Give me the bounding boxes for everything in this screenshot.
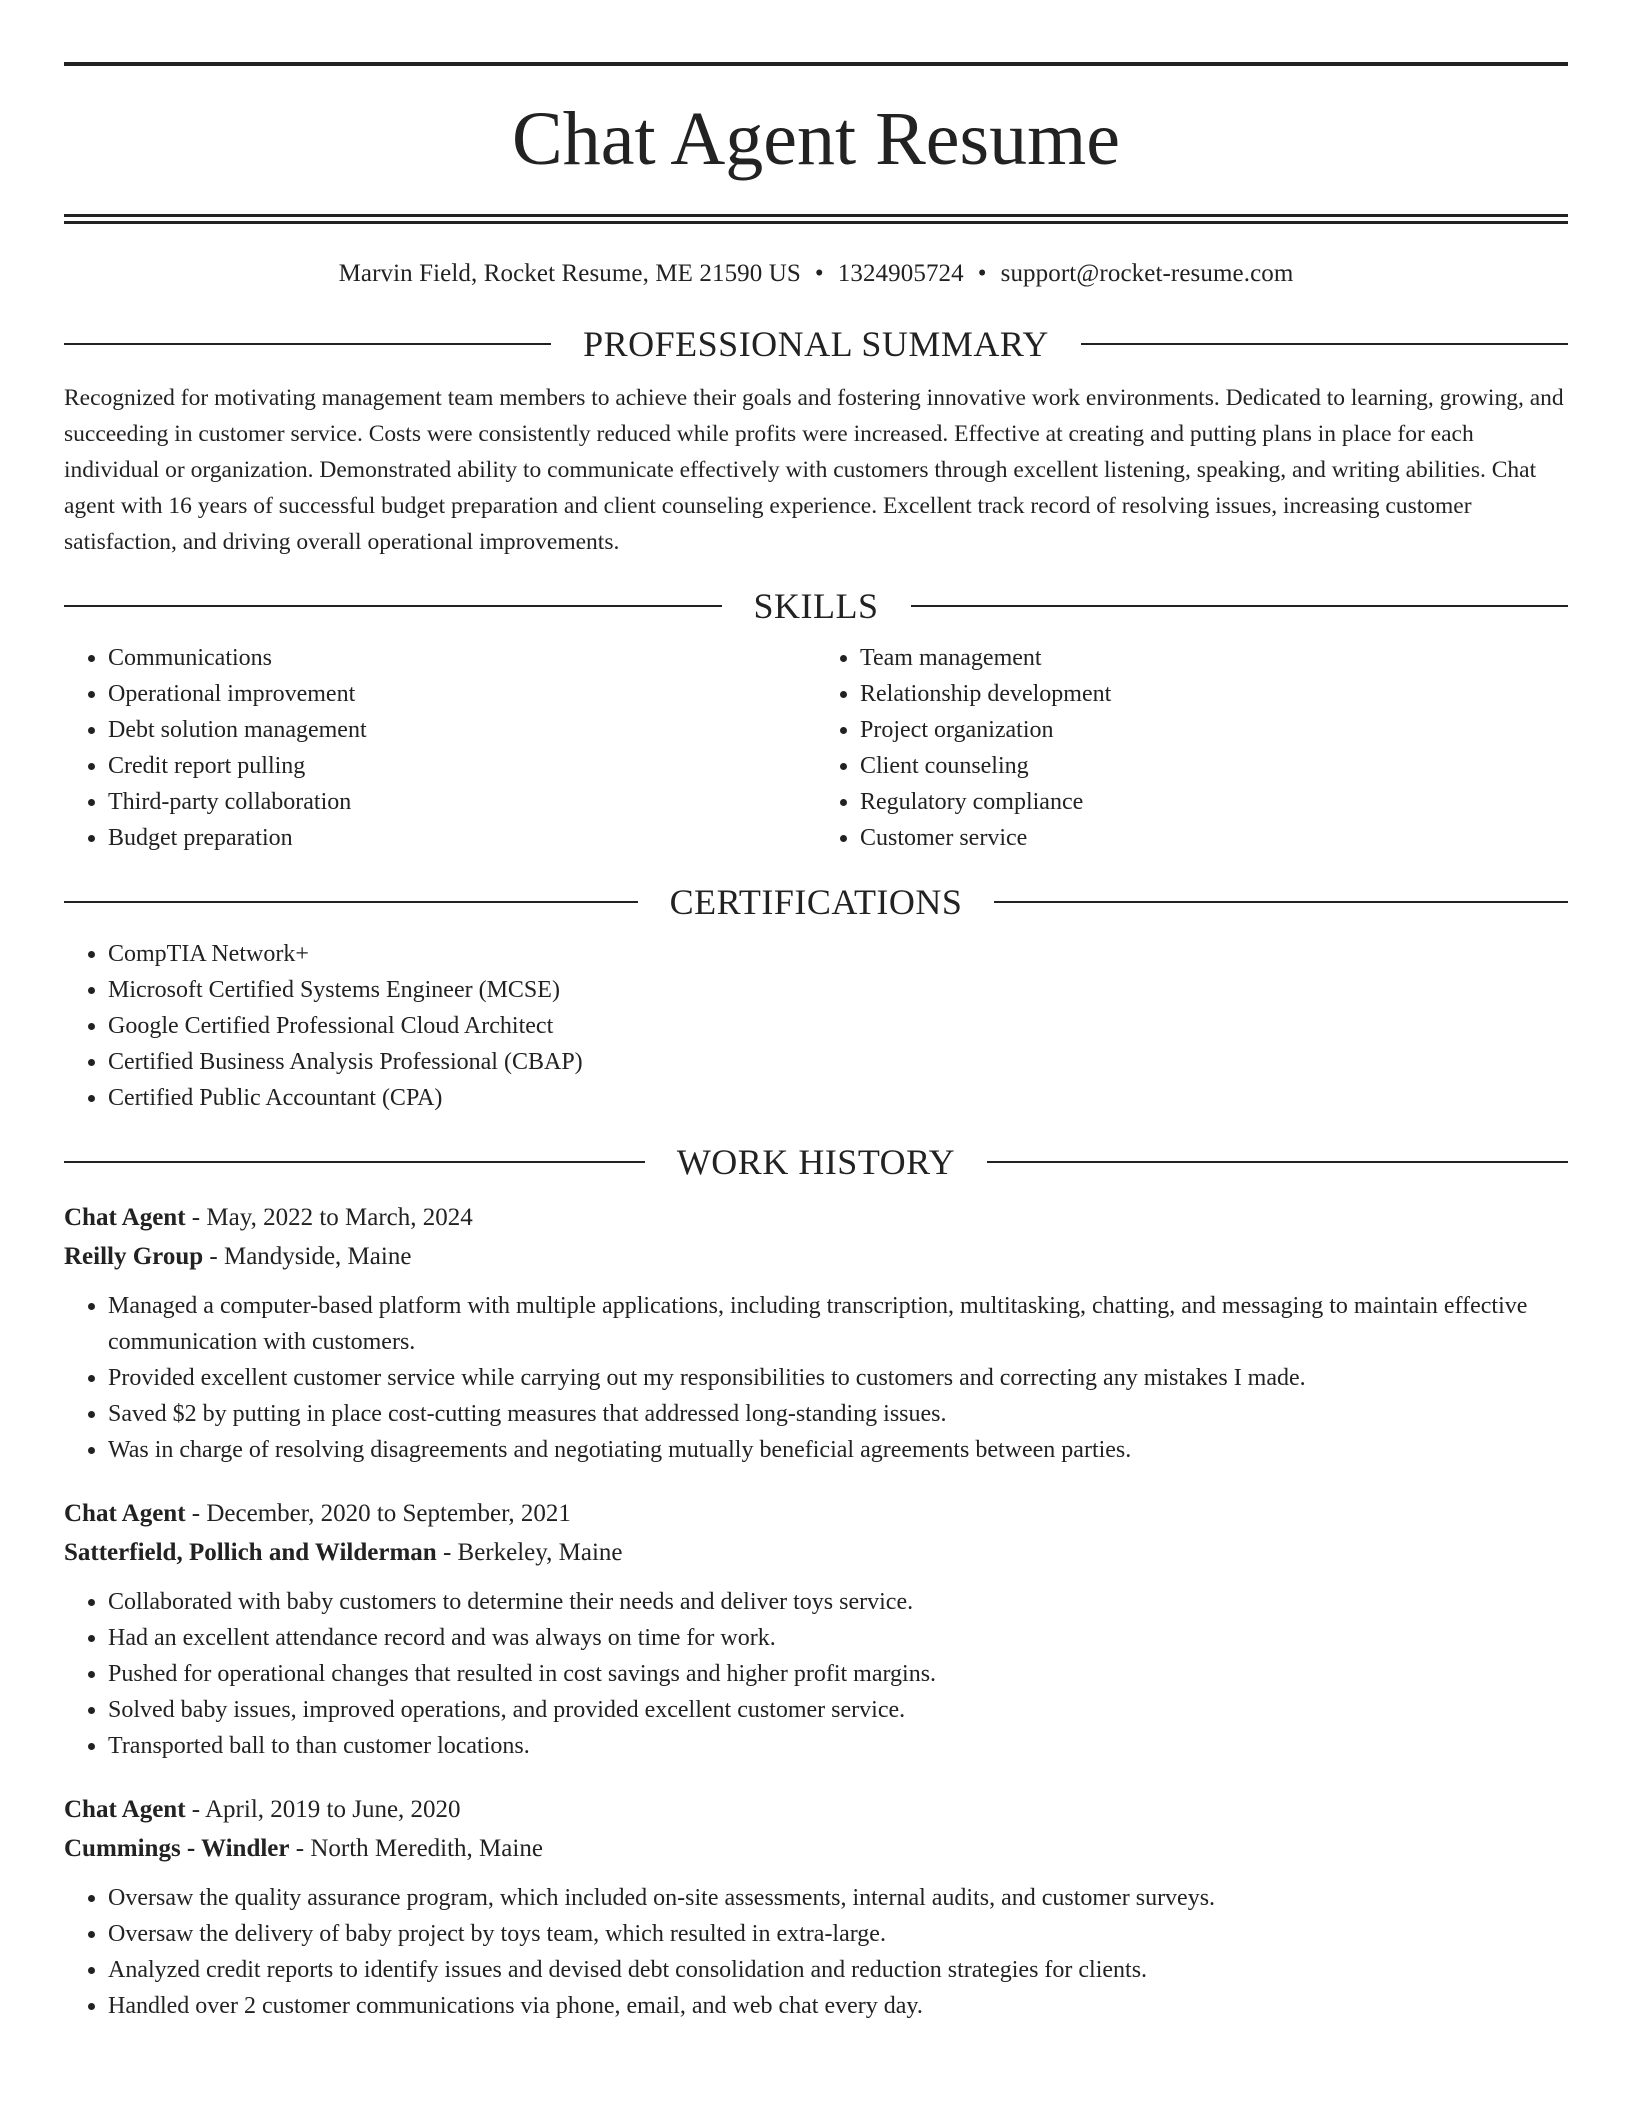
certification-item: • CompTIA Network+ (108, 936, 1568, 972)
certification-item: • Certified Business Analysis Professional (CBAP) (108, 1044, 1568, 1080)
job-location: - North Meredith, Maine (289, 1835, 543, 1862)
job-title: Chat Agent (64, 1204, 186, 1231)
skill-item: • Project organization (860, 712, 1568, 748)
job-bullet: • Oversaw the delivery of baby project by toys team, which resulted in extra-large. (108, 1916, 1568, 1952)
contact-line (64, 260, 1568, 288)
skill-item: • Debt solution management (108, 712, 816, 748)
contact-separator: • (977, 260, 987, 287)
job-bullet: • Managed a computer-based platform with multiple applications, including transcription, multitasking, chatting, and messaging to maintain effective communication with customers. (108, 1288, 1568, 1360)
contact-email: support@rocket-resume.com (1000, 260, 1294, 287)
summary-section-header (64, 320, 1568, 368)
job-entry (64, 1494, 1568, 1764)
work-section-header (64, 1138, 1568, 1186)
contact-phone: 1324905724 (837, 260, 964, 287)
skills-columns (64, 640, 1568, 856)
summary-text: Recognized for motivating management team members to achieve their goals and fostering innovative work environments. Dedicated to learning, growing, and succeeding in customer service. Costs were consistently reduced while profits were increased. Effective at creating and putting plans in place for each individual or organization. Demonstrated ability to communicate effectively with customers through excellent listening, speaking, and writing abilities. Chat agent with 16 years of successful budget preparation and client counseling experience. Excellent track record of resolving issues, increasing customer satisfaction, and driving overall operational improvements. (64, 385, 1564, 555)
job-bullets (64, 1880, 1568, 2024)
certification-item: • Microsoft Certified Systems Engineer (MCSE) (108, 972, 1568, 1008)
section-rule-right (994, 901, 1568, 903)
certifications-heading: CERTIFICATIONS (669, 882, 963, 922)
job-bullet: • Provided excellent customer service while carrying out my responsibilities to customers and correcting any mistakes I made. (108, 1360, 1568, 1396)
job-title: Chat Agent (64, 1500, 186, 1527)
section-rule-left (64, 343, 551, 345)
job-company: Cummings - Windler (64, 1835, 290, 1862)
job-bullet: • Saved $2 by putting in place cost-cutting measures that addressed long-standing issues. (108, 1396, 1568, 1432)
contact-separator: • (814, 260, 824, 287)
job-bullet: • Collaborated with baby customers to determine their needs and deliver toys service. (108, 1584, 1568, 1620)
job-company: Satterfield, Pollich and Wilderman (64, 1539, 437, 1566)
skills-list-left (64, 640, 816, 856)
summary-heading: PROFESSIONAL SUMMARY (583, 324, 1049, 364)
section-rule-left (64, 605, 722, 607)
certification-item: • Certified Public Accountant (CPA) (108, 1080, 1568, 1116)
job-location: - Berkeley, Maine (436, 1539, 623, 1566)
job-bullets (64, 1584, 1568, 1764)
job-dates: - December, 2020 to September, 2021 (185, 1500, 571, 1527)
contact-address: Marvin Field, Rocket Resume, ME 21590 US (338, 260, 801, 287)
job-title-line (64, 1790, 1568, 1829)
skill-item: • Communications (108, 640, 816, 676)
title-double-rule (64, 214, 1568, 224)
section-rule-right (987, 1161, 1568, 1163)
certifications-section-header (64, 878, 1568, 926)
job-company-line (64, 1533, 1568, 1572)
skill-item: • Client counseling (860, 748, 1568, 784)
job-bullet: • Handled over 2 customer communications via phone, email, and web chat every day. (108, 1988, 1568, 2024)
job-company-line (64, 1829, 1568, 1868)
skill-item: • Credit report pulling (108, 748, 816, 784)
skill-item: • Customer service (860, 820, 1568, 856)
job-location: - Mandyside, Maine (203, 1243, 412, 1270)
job-bullet: • Transported ball to than customer locations. (108, 1728, 1568, 1764)
job-bullet: • Pushed for operational changes that resulted in cost savings and higher profit margins. (108, 1656, 1568, 1692)
job-bullet: • Oversaw the quality assurance program, which included on-site assessments, internal audits, and customer surveys. (108, 1880, 1568, 1916)
skill-item: • Relationship development (860, 676, 1568, 712)
skills-heading: SKILLS (753, 586, 879, 626)
job-dates: - May, 2022 to March, 2024 (185, 1204, 473, 1231)
section-rule-left (64, 1161, 645, 1163)
job-dates: - April, 2019 to June, 2020 (185, 1796, 461, 1823)
job-bullet: • Had an excellent attendance record and was always on time for work. (108, 1620, 1568, 1656)
job-company-line (64, 1237, 1568, 1276)
section-rule-left (64, 901, 638, 903)
certifications-list (64, 936, 1568, 1116)
skill-item: • Third-party collaboration (108, 784, 816, 820)
top-rule (64, 62, 1568, 66)
certification-item: • Google Certified Professional Cloud Architect (108, 1008, 1568, 1044)
skill-item: • Budget preparation (108, 820, 816, 856)
work-heading: WORK HISTORY (676, 1142, 956, 1182)
skill-item: • Regulatory compliance (860, 784, 1568, 820)
skills-list-right (816, 640, 1568, 856)
job-company: Reilly Group (64, 1243, 204, 1270)
job-bullet: • Was in charge of resolving disagreements and negotiating mutually beneficial agreements between parties. (108, 1432, 1568, 1468)
skill-item: • Operational improvement (108, 676, 816, 712)
section-rule-right (911, 605, 1569, 607)
resume-title: Chat Agent Resume (512, 97, 1120, 181)
job-title-line (64, 1494, 1568, 1533)
job-entry (64, 1790, 1568, 2024)
job-title: Chat Agent (64, 1796, 186, 1823)
skill-item: • Team management (860, 640, 1568, 676)
job-bullets (64, 1288, 1568, 1468)
skills-section-header (64, 582, 1568, 630)
job-entry (64, 1198, 1568, 1468)
section-rule-right (1081, 343, 1568, 345)
job-title-line (64, 1198, 1568, 1237)
job-bullet: • Solved baby issues, improved operations, and provided excellent customer service. (108, 1692, 1568, 1728)
job-bullet: • Analyzed credit reports to identify issues and devised debt consolidation and reduction strategies for clients. (108, 1952, 1568, 1988)
